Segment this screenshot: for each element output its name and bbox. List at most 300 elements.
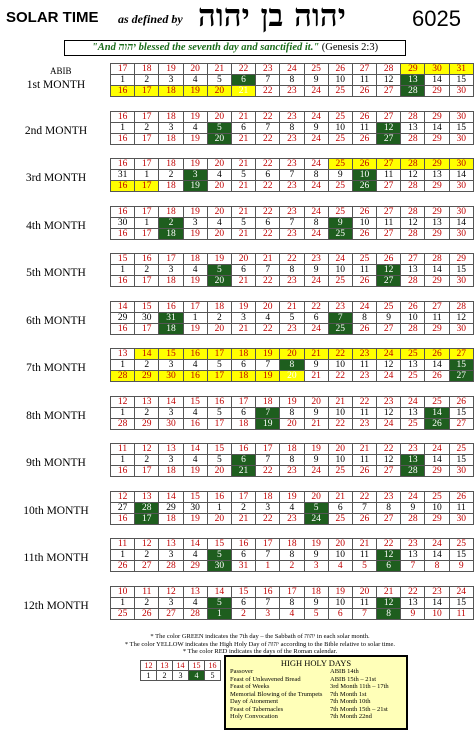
- holy-day-date: 3rd Month 11th – 17th: [330, 683, 389, 690]
- scripture-quote: [64, 40, 406, 56]
- calendar-day-cell: 5: [304, 502, 328, 513]
- calendar-day-cell: 8: [377, 502, 401, 513]
- calendar-day-cell: 23: [328, 301, 352, 312]
- calendar-day-cell: 6: [231, 597, 255, 608]
- calendar-day-cell: 23: [280, 206, 304, 217]
- calendar-day-cell: 25: [111, 608, 135, 619]
- calendar-day-cell: 21: [328, 491, 352, 502]
- calendar-row: [111, 206, 474, 217]
- calendar-day-cell: 27: [377, 466, 401, 477]
- color-legend-notes: [110, 633, 410, 656]
- calendar-day-cell: 20: [207, 228, 231, 239]
- calendar-day-cell: 12: [377, 360, 401, 371]
- calendar-day-cell: 2: [135, 407, 159, 418]
- calendar-day-cell: 13: [159, 539, 183, 550]
- calendar-day-cell: 18: [280, 539, 304, 550]
- calendar-day-cell: 10: [328, 75, 352, 86]
- calendar-day-cell: 11: [449, 608, 473, 619]
- calendar-day-cell: 19: [183, 133, 207, 144]
- calendar-row: [111, 502, 474, 513]
- month-grid: [110, 491, 474, 525]
- calendar-day-cell: 2: [207, 312, 231, 323]
- calendar-day-cell: 2: [135, 597, 159, 608]
- calendar-day-cell: 6: [231, 360, 255, 371]
- calendar-day-cell: 8: [352, 312, 376, 323]
- calendar-day-cell: 25: [401, 418, 425, 429]
- calendar-day-cell: 4: [207, 170, 231, 181]
- calendar-day-cell: 27: [377, 181, 401, 192]
- sample-cell: 5: [205, 671, 221, 681]
- calendar-day-cell: 17: [135, 181, 159, 192]
- calendar-day-cell: 24: [304, 159, 328, 170]
- calendar-day-cell: 22: [256, 86, 280, 97]
- calendar-day-cell: 29: [425, 159, 449, 170]
- calendar-day-cell: 30: [449, 513, 473, 524]
- calendar-day-cell: 19: [183, 111, 207, 122]
- calendar-row: [111, 265, 474, 276]
- calendar-row: [111, 550, 474, 561]
- calendar-day-cell: 16: [111, 276, 135, 287]
- calendar-day-cell: 13: [401, 407, 425, 418]
- calendar-day-cell: 21: [256, 254, 280, 265]
- calendar-day-cell: 31: [159, 312, 183, 323]
- calendar-day-cell: 30: [449, 206, 473, 217]
- calendar-day-cell: 28: [183, 608, 207, 619]
- calendar-day-cell: 10: [352, 170, 376, 181]
- month-label: 1st MONTH: [26, 79, 86, 91]
- month-grid: [110, 111, 474, 145]
- calendar-day-cell: 4: [183, 360, 207, 371]
- calendar-day-cell: 10: [401, 312, 425, 323]
- calendar-day-cell: 15: [183, 491, 207, 502]
- holy-day-date: 7th Month 15th – 21st: [330, 705, 388, 713]
- holy-days-title: HIGH HOLY DAYS: [280, 658, 352, 668]
- note-red: * The color RED indicates the days of the Roman calendar.: [182, 648, 338, 655]
- calendar-day-cell: 27: [135, 561, 159, 572]
- calendar-day-cell: 30: [449, 323, 473, 334]
- month-label: 2nd MONTH: [24, 124, 88, 137]
- calendar-day-cell: 12: [111, 396, 135, 407]
- calendar-day-cell: 26: [352, 276, 376, 287]
- calendar-day-cell: 19: [183, 86, 207, 97]
- calendar-row: [111, 539, 474, 550]
- calendar-day-cell: 21: [231, 466, 255, 477]
- holy-day-name: Feast of Unleavened Bread: [230, 675, 301, 683]
- calendar-day-cell: 16: [111, 513, 135, 524]
- month-prefix-abib: ABIB: [50, 66, 72, 76]
- calendar-day-cell: 17: [135, 111, 159, 122]
- calendar-day-cell: 16: [111, 86, 135, 97]
- calendar-day-cell: 17: [135, 133, 159, 144]
- calendar-day-cell: 23: [280, 181, 304, 192]
- calendar-day-cell: 20: [280, 349, 304, 360]
- calendar-day-cell: 27: [377, 276, 401, 287]
- calendar-day-cell: 4: [183, 455, 207, 466]
- calendar-day-cell: 4: [183, 265, 207, 276]
- holy-day-name: Holy Convocation: [230, 713, 278, 720]
- calendar-day-cell: 23: [377, 396, 401, 407]
- calendar-day-cell: 25: [401, 349, 425, 360]
- calendar-day-cell: 16: [159, 301, 183, 312]
- calendar-day-cell: 2: [231, 502, 255, 513]
- calendar-row: [111, 561, 474, 572]
- calendar-day-cell: 15: [207, 539, 231, 550]
- calendar-day-cell: 6: [231, 455, 255, 466]
- calendar-day-cell: 24: [304, 466, 328, 477]
- calendar-day-cell: 21: [231, 159, 255, 170]
- sample-cell: 2: [157, 671, 173, 681]
- calendar-day-cell: 16: [135, 254, 159, 265]
- calendar-day-cell: 11: [352, 407, 376, 418]
- calendar-day-cell: 12: [377, 75, 401, 86]
- calendar-day-cell: 22: [231, 64, 255, 75]
- calendar-day-cell: 1: [111, 122, 135, 133]
- calendar-day-cell: 12: [401, 170, 425, 181]
- calendar-day-cell: 6: [304, 312, 328, 323]
- calendar-day-cell: 25: [328, 133, 352, 144]
- calendar-day-cell: 17: [280, 586, 304, 597]
- calendar-day-cell: 7: [280, 217, 304, 228]
- calendar-day-cell: 14: [159, 491, 183, 502]
- calendar-row: [111, 455, 474, 466]
- calendar-day-cell: 5: [207, 455, 231, 466]
- calendar-day-cell: 14: [425, 455, 449, 466]
- calendar-day-cell: 24: [377, 418, 401, 429]
- calendar-day-cell: 28: [401, 206, 425, 217]
- calendar-day-cell: 28: [159, 561, 183, 572]
- calendar-day-cell: 25: [328, 86, 352, 97]
- calendar-day-cell: 27: [377, 133, 401, 144]
- calendar-day-cell: 6: [231, 550, 255, 561]
- calendar-day-cell: 1: [207, 502, 231, 513]
- calendar-day-cell: 29: [425, 111, 449, 122]
- month-grid: [110, 443, 474, 477]
- calendar-day-cell: 9: [304, 550, 328, 561]
- calendar-day-cell: 19: [183, 466, 207, 477]
- calendar-day-cell: 17: [256, 539, 280, 550]
- calendar-day-cell: 21: [231, 206, 255, 217]
- holy-day-name: Feast of Weeks: [230, 683, 270, 690]
- calendar-day-cell: 23: [401, 539, 425, 550]
- calendar-day-cell: 22: [280, 254, 304, 265]
- calendar-day-cell: 22: [328, 349, 352, 360]
- calendar-day-cell: 25: [328, 206, 352, 217]
- calendar-day-cell: 18: [207, 301, 231, 312]
- month-label: 7th MONTH: [26, 362, 86, 374]
- calendar-day-cell: 7: [401, 561, 425, 572]
- calendar-day-cell: 24: [280, 64, 304, 75]
- calendar-day-cell: 16: [111, 133, 135, 144]
- calendar-day-cell: 11: [449, 502, 473, 513]
- calendar-day-cell: 19: [304, 539, 328, 550]
- calendar-row: [111, 491, 474, 502]
- calendar-day-cell: 30: [449, 228, 473, 239]
- calendar-day-cell: 16: [231, 539, 255, 550]
- calendar-row: [111, 349, 474, 360]
- calendar-day-cell: 19: [183, 323, 207, 334]
- calendar-day-cell: 27: [377, 86, 401, 97]
- calendar-day-cell: 23: [352, 349, 376, 360]
- calendar-day-cell: 29: [425, 228, 449, 239]
- calendar-day-cell: 4: [256, 312, 280, 323]
- calendar-day-cell: 7: [256, 265, 280, 276]
- month-grid: [110, 253, 474, 287]
- calendar-day-cell: 20: [231, 254, 255, 265]
- month-label: 6th MONTH: [26, 314, 86, 327]
- calendar-day-cell: 7: [256, 455, 280, 466]
- calendar-day-cell: 21: [207, 64, 231, 75]
- holy-day-name: Feast of Tabernacles: [230, 705, 284, 713]
- calendar-day-cell: 21: [377, 586, 401, 597]
- calendar-day-cell: 25: [328, 276, 352, 287]
- calendar-day-cell: 23: [377, 491, 401, 502]
- calendar-day-cell: 24: [304, 206, 328, 217]
- calendar-day-cell: 6: [328, 502, 352, 513]
- calendar-day-cell: 13: [135, 396, 159, 407]
- calendar-day-cell: 20: [207, 513, 231, 524]
- calendar-day-cell: 26: [425, 371, 449, 382]
- calendar-day-cell: 5: [304, 608, 328, 619]
- calendar-day-cell: 5: [231, 170, 255, 181]
- calendar-day-cell: 28: [401, 181, 425, 192]
- calendar-day-cell: 17: [207, 418, 231, 429]
- calendar-day-cell: 7: [256, 75, 280, 86]
- calendar-day-cell: 26: [352, 323, 376, 334]
- calendar-day-cell: 9: [304, 122, 328, 133]
- calendar-day-cell: 16: [207, 396, 231, 407]
- calendar-day-cell: 25: [425, 491, 449, 502]
- calendar-day-cell: 9: [401, 608, 425, 619]
- calendar-day-cell: 11: [352, 265, 376, 276]
- calendar-day-cell: 23: [280, 513, 304, 524]
- calendar-row: [111, 86, 474, 97]
- calendar-day-cell: 2: [159, 170, 183, 181]
- calendar-day-cell: 16: [183, 371, 207, 382]
- calendar-day-cell: 19: [183, 206, 207, 217]
- calendar-day-cell: 15: [135, 301, 159, 312]
- calendar-day-cell: 18: [159, 323, 183, 334]
- calendar-day-cell: 22: [328, 418, 352, 429]
- calendar-day-cell: 21: [231, 228, 255, 239]
- calendar-day-cell: 20: [207, 276, 231, 287]
- calendar-day-cell: 16: [111, 323, 135, 334]
- calendar-day-cell: 2: [231, 608, 255, 619]
- calendar-day-cell: 30: [449, 159, 473, 170]
- calendar-day-cell: 1: [111, 455, 135, 466]
- calendar-day-cell: 12: [377, 455, 401, 466]
- calendar-day-cell: 14: [425, 407, 449, 418]
- calendar-day-cell: 8: [377, 608, 401, 619]
- calendar-day-cell: 21: [231, 513, 255, 524]
- holy-day-date: 7th Month 22nd: [330, 713, 372, 720]
- calendar-day-cell: 14: [449, 217, 473, 228]
- calendar-day-cell: 27: [159, 608, 183, 619]
- calendar-day-cell: 13: [401, 265, 425, 276]
- calendar-day-cell: 17: [135, 276, 159, 287]
- header: [0, 0, 474, 40]
- calendar-day-cell: 17: [135, 86, 159, 97]
- calendar-day-cell: 14: [183, 444, 207, 455]
- calendar-day-cell: 29: [183, 561, 207, 572]
- calendar-day-cell: 19: [256, 371, 280, 382]
- calendar-day-cell: 3: [159, 597, 183, 608]
- calendar-day-cell: 31: [449, 64, 473, 75]
- calendar-row: [111, 360, 474, 371]
- calendar-day-cell: 25: [449, 444, 473, 455]
- calendar-day-cell: 29: [425, 181, 449, 192]
- calendar-day-cell: 7: [256, 550, 280, 561]
- calendar-day-cell: 15: [159, 349, 183, 360]
- calendar-day-cell: 2: [135, 360, 159, 371]
- calendar-day-cell: 26: [377, 254, 401, 265]
- calendar-day-cell: 9: [304, 265, 328, 276]
- calendar-day-cell: 21: [231, 86, 255, 97]
- calendar-day-cell: 29: [111, 312, 135, 323]
- calendar-day-cell: 2: [135, 455, 159, 466]
- calendar-day-cell: 30: [159, 418, 183, 429]
- holy-day-row: [226, 698, 406, 706]
- calendar-day-cell: 23: [280, 133, 304, 144]
- calendar-day-cell: 27: [377, 228, 401, 239]
- calendar-row: [111, 586, 474, 597]
- calendar-day-cell: 25: [425, 396, 449, 407]
- month-label: 10th MONTH: [23, 504, 89, 517]
- calendar-row: [111, 111, 474, 122]
- month-label: 9th MONTH: [26, 457, 86, 469]
- calendar-day-cell: 7: [352, 608, 376, 619]
- calendar-day-cell: 19: [183, 159, 207, 170]
- calendar-day-cell: 8: [280, 360, 304, 371]
- calendar-day-cell: 3: [159, 550, 183, 561]
- calendar-day-cell: 25: [328, 159, 352, 170]
- calendar-day-cell: 27: [449, 349, 473, 360]
- calendar-day-cell: 17: [256, 444, 280, 455]
- calendar-day-cell: 25: [401, 371, 425, 382]
- calendar-day-cell: 28: [401, 513, 425, 524]
- calendar-day-cell: 20: [207, 181, 231, 192]
- calendar-day-cell: 28: [111, 418, 135, 429]
- calendar-day-cell: 10: [328, 597, 352, 608]
- note-yellow: * The color YELLOW indicates the High Holy Day of יהוה according to the Bible relative to solar time.: [124, 640, 396, 648]
- calendar-day-cell: 10: [328, 455, 352, 466]
- calendar-day-cell: 29: [425, 513, 449, 524]
- calendar-day-cell: 18: [159, 181, 183, 192]
- month-label: 8th MONTH: [26, 409, 86, 422]
- calendar-day-cell: 30: [449, 133, 473, 144]
- calendar-day-cell: 14: [159, 396, 183, 407]
- calendar-day-cell: 3: [256, 502, 280, 513]
- calendar-day-cell: 4: [183, 597, 207, 608]
- calendar-day-cell: 19: [328, 586, 352, 597]
- calendar-day-cell: 12: [377, 597, 401, 608]
- calendar-day-cell: 23: [425, 586, 449, 597]
- calendar-day-cell: 10: [425, 502, 449, 513]
- calendar-day-cell: 13: [425, 217, 449, 228]
- calendar-day-cell: 5: [207, 75, 231, 86]
- calendar-day-cell: 24: [304, 228, 328, 239]
- calendar-day-cell: 26: [425, 349, 449, 360]
- calendar-row: [111, 217, 474, 228]
- calendar-day-cell: 18: [159, 159, 183, 170]
- calendar-day-cell: 8: [280, 122, 304, 133]
- calendar-day-cell: 21: [304, 418, 328, 429]
- calendar-day-cell: 20: [352, 586, 376, 597]
- calendar-day-cell: 27: [449, 418, 473, 429]
- calendar-row: [111, 276, 474, 287]
- calendar-day-cell: 15: [449, 550, 473, 561]
- calendar-day-cell: 30: [449, 86, 473, 97]
- calendar-day-cell: 25: [328, 228, 352, 239]
- calendar-day-cell: 21: [304, 371, 328, 382]
- calendar-day-cell: 26: [352, 181, 376, 192]
- calendar-day-cell: 19: [183, 276, 207, 287]
- month-label: 11th MONTH: [23, 552, 89, 564]
- calendar-day-cell: 29: [425, 466, 449, 477]
- calendar-day-cell: 19: [183, 513, 207, 524]
- calendar-day-cell: 30: [159, 371, 183, 382]
- calendar-row: [111, 396, 474, 407]
- month-label: 3rd MONTH: [25, 172, 87, 184]
- calendar-day-cell: 18: [231, 371, 255, 382]
- calendar-day-cell: 24: [377, 371, 401, 382]
- calendar-day-cell: 25: [328, 466, 352, 477]
- calendar-day-cell: 21: [231, 133, 255, 144]
- calendar-day-cell: 28: [449, 301, 473, 312]
- calendar-day-cell: 3: [159, 407, 183, 418]
- calendar-day-cell: 12: [135, 444, 159, 455]
- month-grid: [110, 206, 474, 240]
- calendar-day-cell: 6: [231, 122, 255, 133]
- calendar-day-cell: 23: [280, 466, 304, 477]
- calendar-day-cell: 17: [159, 254, 183, 265]
- month-grid: [110, 158, 474, 192]
- calendar-day-cell: 25: [377, 301, 401, 312]
- calendar-day-cell: 13: [401, 597, 425, 608]
- calendar-day-cell: 4: [328, 561, 352, 572]
- calendar-day-cell: 5: [207, 597, 231, 608]
- calendar-day-cell: 21: [352, 539, 376, 550]
- calendar-day-cell: 1: [111, 75, 135, 86]
- calendar-day-cell: 24: [304, 181, 328, 192]
- calendar-day-cell: 4: [183, 407, 207, 418]
- calendar-day-cell: 20: [183, 64, 207, 75]
- calendar-day-cell: 21: [304, 349, 328, 360]
- calendar-day-cell: 1: [135, 217, 159, 228]
- title-solar-time: SOLAR TIME: [6, 9, 99, 26]
- calendar-row: [111, 122, 474, 133]
- title-as-defined-by: as defined by: [118, 12, 183, 26]
- calendar-day-cell: 16: [183, 418, 207, 429]
- calendar-day-cell: 7: [328, 312, 352, 323]
- calendar-day-cell: 22: [256, 159, 280, 170]
- calendar-day-cell: 19: [183, 181, 207, 192]
- calendar-day-cell: 5: [207, 550, 231, 561]
- calendar-day-cell: 3: [159, 360, 183, 371]
- calendar-row: [111, 170, 474, 181]
- calendar-day-cell: 30: [111, 217, 135, 228]
- calendar-day-cell: 8: [304, 217, 328, 228]
- calendar-day-cell: 15: [449, 407, 473, 418]
- calendar-day-cell: 9: [304, 360, 328, 371]
- calendar-day-cell: 19: [304, 444, 328, 455]
- calendar-day-cell: 18: [231, 418, 255, 429]
- calendar-day-cell: 19: [183, 228, 207, 239]
- calendar-day-cell: 14: [449, 170, 473, 181]
- calendar-day-cell: 27: [377, 513, 401, 524]
- calendar-day-cell: 13: [111, 349, 135, 360]
- calendar-day-cell: 1: [111, 407, 135, 418]
- calendar-day-cell: 11: [111, 444, 135, 455]
